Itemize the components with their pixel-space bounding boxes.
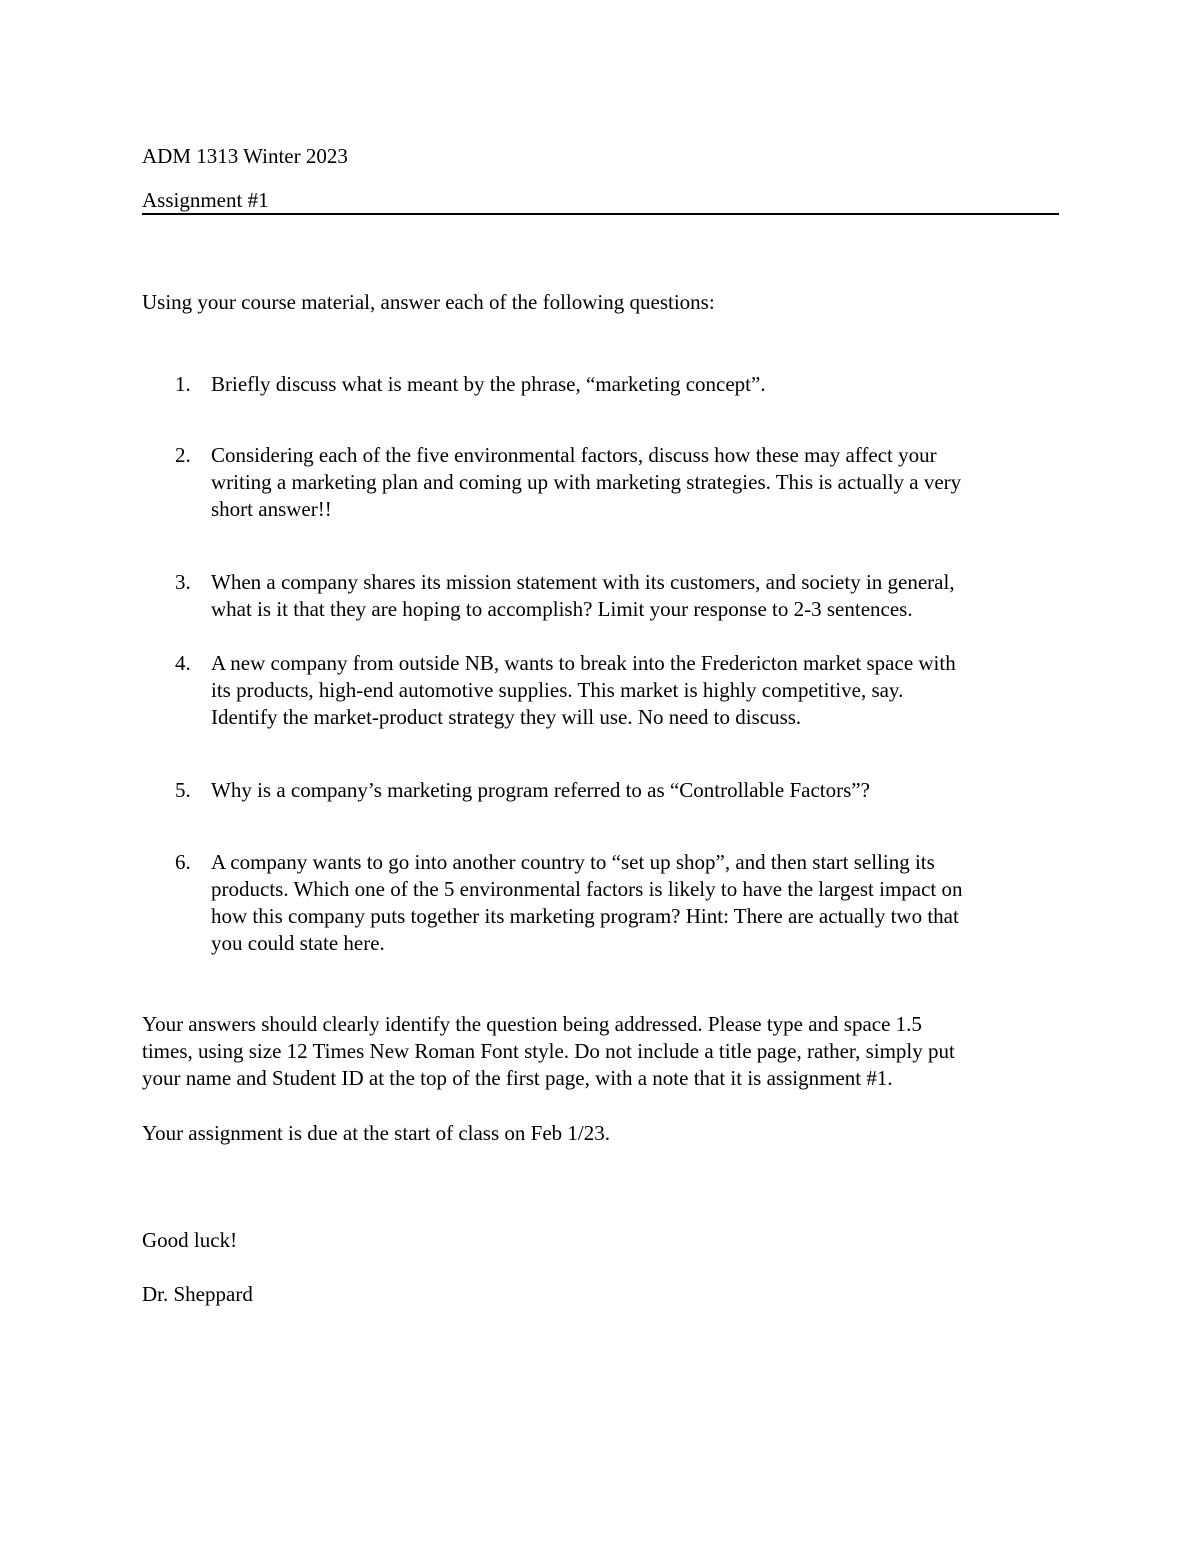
question-number: 2. — [175, 443, 191, 467]
question-number: 6. — [175, 850, 191, 874]
question-text: Briefly discuss what is meant by the phrase, “marketing concept”. — [211, 372, 766, 396]
question-number: 1. — [175, 372, 191, 396]
question-text: A new company from outside NB, wants to break into the Fredericton market space with its products, high-end automotive supplies. This market is highly competitive, say. Identify the market-product strategy they will use. No need to discuss. — [211, 651, 956, 729]
author-signature: Dr. Sheppard — [142, 1282, 253, 1306]
question-number: 5. — [175, 778, 191, 802]
question-text: A company wants to go into another country to “set up shop”, and then start selling its products. Which one of the 5 environmental factors is likely to have the largest impact on how this company puts together its marketing program? Hint: There are actually two that you could state here. — [211, 850, 963, 955]
instructions-paragraph: Your answers should clearly identify the question being addressed. Please type and space 1.5 times, using size 12 Times New Roman Font style. Do not include a title page, rather, simply put your name and Student ID at the top of the first page, with a note that it is assignment #1. — [142, 1012, 955, 1090]
question-number: 3. — [175, 570, 191, 594]
due-date-text: Your assignment is due at the start of class on Feb 1/23. — [142, 1121, 610, 1145]
course-title: ADM 1313 Winter 2023 — [142, 144, 348, 168]
question-number: 4. — [175, 651, 191, 675]
intro-text: Using your course material, answer each of the following questions: — [142, 290, 715, 314]
assignment-title: Assignment #1 — [142, 188, 269, 212]
question-text: When a company shares its mission statement with its customers, and society in general, what is it that they are hoping to accomplish? Limit your response to 2-3 sentences. — [211, 570, 955, 621]
header-divider — [142, 213, 1059, 215]
question-text: Why is a company’s marketing program referred to as “Controllable Factors”? — [211, 778, 870, 802]
closing — [142, 1200, 1059, 1335]
sign-off: Good luck! — [142, 1228, 238, 1252]
question-text: Considering each of the five environmental factors, discuss how these may affect your writing a marketing plan and coming up with marketing strategies. This is actually a very short answer!! — [211, 443, 962, 521]
